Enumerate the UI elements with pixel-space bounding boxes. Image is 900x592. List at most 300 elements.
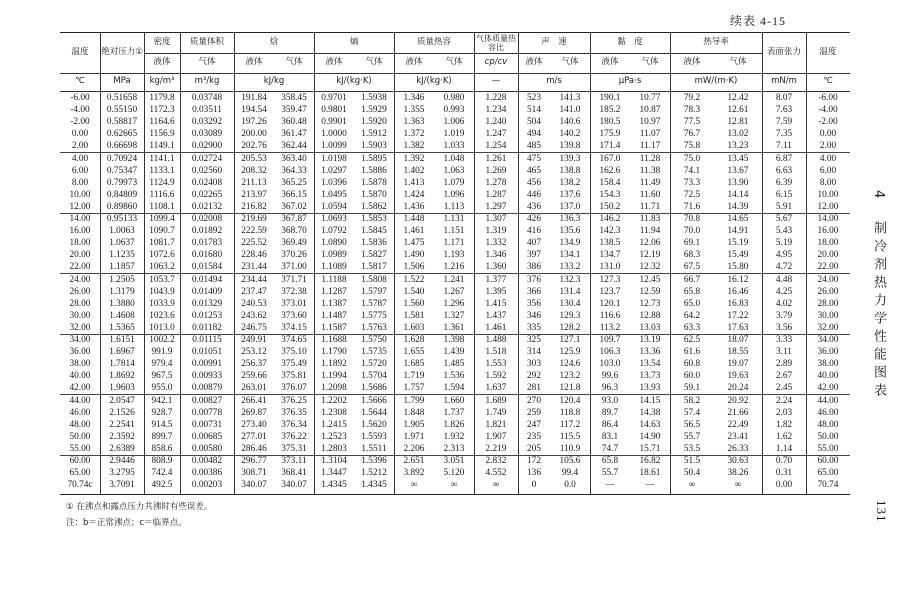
table-cell: 0.58817 xyxy=(106,117,138,128)
table-cell: 0.00731 xyxy=(191,419,223,430)
table-cell: 1.151 xyxy=(443,226,465,237)
table-cell: 296.77 xyxy=(241,456,267,466)
table-cell: 373.11 xyxy=(281,456,307,466)
table-cell: 369.49 xyxy=(281,238,307,249)
table-cell: 7.35 xyxy=(775,129,793,140)
table-cell: 14.90 xyxy=(639,431,661,442)
table-cell: 14.38 xyxy=(639,407,661,418)
table-cell: 38.26 xyxy=(727,468,749,479)
table-cell: 0.70924 xyxy=(106,153,138,164)
table-cell: 171.4 xyxy=(590,140,630,153)
table-cell: 1149.1 xyxy=(144,140,180,153)
unit-surface-tension: mN/m xyxy=(771,76,797,87)
table-row xyxy=(60,419,850,431)
unit-pressure: MPa xyxy=(113,76,131,87)
sub-conductivity-liquid: 液体 xyxy=(683,57,701,68)
table-cell: 2.3592 xyxy=(109,431,135,442)
table-cell: 1.5912 xyxy=(361,129,387,140)
table-cell: 0.79973 xyxy=(106,177,138,188)
table-cell: 18.61 xyxy=(639,468,661,479)
table-cell: 335 xyxy=(518,322,550,335)
table-cell: 19.07 xyxy=(727,359,749,370)
table-cell: 106.3 xyxy=(599,347,621,358)
table-cell: 1.490 xyxy=(403,250,425,261)
table-cell: 0.00827 xyxy=(191,395,223,406)
table-cell: 0.9901 xyxy=(321,117,347,128)
table-cell: 26.00 xyxy=(817,286,839,297)
table-cell: 14.65 xyxy=(727,214,749,224)
table-cell: 253.12 xyxy=(241,347,267,358)
table-cell: 359.47 xyxy=(281,105,307,116)
table-cell: 340.07 xyxy=(241,480,267,491)
table-cell: 270 xyxy=(527,395,541,406)
table-cell: 110.9 xyxy=(550,443,590,456)
table-cell: 0.70 xyxy=(775,456,793,466)
table-cell: 65.8 xyxy=(683,286,701,297)
table-cell: 14.39 xyxy=(714,201,762,214)
table-cell: 20.92 xyxy=(727,395,749,406)
table-cell: 376.35 xyxy=(281,407,307,418)
table-cell: 303 xyxy=(527,359,541,370)
table-row xyxy=(60,467,850,479)
table-cell: 118.8 xyxy=(559,407,581,418)
table-cell: 281 xyxy=(518,382,550,395)
table-cell: 1063.2 xyxy=(144,261,180,274)
table-cell: 50.4 xyxy=(683,468,701,479)
table-cell: 967.5 xyxy=(151,371,173,382)
table-cell: 136.3 xyxy=(559,214,581,224)
table-cell: 1.5870 xyxy=(361,189,387,200)
unit-conductivity: mW/(m·K) xyxy=(694,76,738,87)
table-row xyxy=(60,261,850,273)
table-cell: 0.03511 xyxy=(192,105,222,116)
table-cell: 0.95133 xyxy=(106,214,138,224)
table-cell: 1.5878 xyxy=(361,177,387,188)
table-cell: 51.5 xyxy=(683,456,701,466)
table-cell: 0.01051 xyxy=(191,347,223,358)
side-chapter-title: 4 制冷剂热力学性能图表 xyxy=(871,190,886,402)
table-cell: 70.0 xyxy=(683,226,701,237)
table-cell: 132.3 xyxy=(559,274,581,285)
table-cell: 367.87 xyxy=(281,214,307,224)
table-row xyxy=(60,310,850,322)
header-cp-ratio: 气体质量热容比 xyxy=(476,33,516,52)
table-cell: 138.8 xyxy=(559,165,581,176)
table-cell: 1.0792 xyxy=(321,226,347,237)
table-cell: 67.5 xyxy=(670,261,714,274)
table-cell: 1053.7 xyxy=(149,274,175,285)
table-cell: 56.5 xyxy=(683,419,701,430)
table-cell: 1.019 xyxy=(443,129,465,140)
table-cell: 11.60 xyxy=(639,189,661,200)
table-cell: 34.00 xyxy=(817,335,839,345)
table-cell: 363.40 xyxy=(281,153,307,164)
table-cell: 1.2505 xyxy=(109,274,135,285)
table-cell: 65.00 xyxy=(69,468,91,479)
table-cell: 1.1892 xyxy=(321,359,347,370)
table-cell: 2.00 xyxy=(806,140,850,153)
table-cell: 55.00 xyxy=(60,443,100,456)
table-cell: 73.3 xyxy=(683,177,701,188)
table-cell: 23.41 xyxy=(727,431,749,442)
table-cell: 2.219 xyxy=(474,443,518,456)
table-cell: 2.45 xyxy=(762,382,806,395)
table-cell: 485 xyxy=(518,140,550,153)
table-cell: 0.31 xyxy=(775,468,793,479)
table-cell: 1.5886 xyxy=(361,165,387,176)
table-cell: 1.9603 xyxy=(100,382,144,395)
table-cell: 141.3 xyxy=(559,93,581,103)
table-cell: 1090.7 xyxy=(149,226,175,237)
table-cell: 1179.8 xyxy=(149,93,175,103)
table-cell: 375.31 xyxy=(274,443,314,456)
unit-viscosity: μPa·s xyxy=(618,76,642,87)
table-cell: 1.1857 xyxy=(100,261,144,274)
table-cell: 0.89860 xyxy=(100,201,144,214)
table-cell: 1.437 xyxy=(485,310,507,321)
table-cell: 1.382 xyxy=(394,140,434,153)
table-cell: 216.82 xyxy=(234,201,274,214)
table-cell: 1.2415 xyxy=(321,419,347,430)
table-cell: 256.37 xyxy=(241,359,267,370)
table-row xyxy=(60,479,850,491)
table-cell: 1.821 xyxy=(485,419,507,430)
table-row xyxy=(60,298,850,310)
table-cell: 0.01329 xyxy=(191,298,223,309)
table-cell: 14.00 xyxy=(817,214,839,224)
table-cell: 1.113 xyxy=(434,201,474,214)
footnote-2: 注：b＝正常沸点；c＝临界点。 xyxy=(66,518,187,528)
sub-viscosity-liquid: 液体 xyxy=(601,57,619,68)
table-cell: 0.55150 xyxy=(106,105,138,116)
table-cell: 340.07 xyxy=(281,480,307,491)
table-cell: 375.49 xyxy=(281,359,307,370)
table-cell: 1.377 xyxy=(485,274,507,285)
table-cell: 1.346 xyxy=(403,93,425,103)
table-cell: 371.71 xyxy=(281,274,307,285)
table-cell: 3.33 xyxy=(775,335,793,345)
table-cell: 991.9 xyxy=(151,347,173,358)
table-cell: 0.02724 xyxy=(191,153,223,164)
table-cell: 1.254 xyxy=(474,140,518,153)
table-cell: 0.75347 xyxy=(106,165,138,176)
table-cell: 70.8 xyxy=(683,214,701,224)
table-cell: 273.40 xyxy=(241,419,267,430)
table-cell: 6.63 xyxy=(775,165,793,176)
table-cell: 407 xyxy=(527,238,541,249)
table-cell: 1.332 xyxy=(485,238,507,249)
table-cell: 202.76 xyxy=(234,140,274,153)
table-cell: 1.0063 xyxy=(109,226,135,237)
table-cell: 6.00 xyxy=(71,165,89,176)
table-cell: 1.907 xyxy=(485,431,507,442)
table-cell: 59.1 xyxy=(670,382,714,395)
table-cell: 55.7 xyxy=(601,468,619,479)
table-cell: 65.00 xyxy=(817,468,839,479)
table-cell: 3.051 xyxy=(443,456,465,466)
table-cell: 109.7 xyxy=(599,335,621,345)
table-cell: 3.892 xyxy=(403,468,425,479)
table-cell: 24.00 xyxy=(817,274,839,285)
table-cell: 16.82 xyxy=(639,456,661,466)
table-cell: 60.00 xyxy=(817,456,839,466)
table-cell: 12.81 xyxy=(727,117,749,128)
table-cell: 1.719 xyxy=(403,371,425,382)
table-cell: 136 xyxy=(527,468,541,479)
table-cell: 18.55 xyxy=(727,347,749,358)
table-cell: 140.6 xyxy=(559,117,581,128)
table-row xyxy=(60,382,850,394)
table-cell: 1.5808 xyxy=(361,274,387,285)
table-cell: 1.415 xyxy=(485,298,507,309)
table-cell: 237.47 xyxy=(241,286,267,297)
table-cell: 38.00 xyxy=(69,359,91,370)
table-cell: 154.3 xyxy=(599,189,621,200)
table-cell: 3.2795 xyxy=(109,468,135,479)
table-cell: 2.03 xyxy=(775,407,793,418)
table-cell: 175.9 xyxy=(599,129,621,140)
table-cell: 13.67 xyxy=(727,165,749,176)
table-cell: 1.5817 xyxy=(354,261,394,274)
table-cell: 1081.7 xyxy=(149,238,175,249)
sub-viscosity-gas: 气体 xyxy=(641,57,659,68)
table-cell: 1099.4 xyxy=(149,214,175,224)
table-row xyxy=(60,189,850,201)
table-cell: 1.079 xyxy=(443,177,465,188)
table-cell: 504 xyxy=(527,117,541,128)
table-cell: 13.19 xyxy=(639,335,661,345)
table-cell: 20.00 xyxy=(69,250,91,261)
table-cell: 259 xyxy=(527,407,541,418)
table-cell: 21.66 xyxy=(727,407,749,418)
table-cell: 2.24 xyxy=(775,395,793,406)
table-cell: 2.2541 xyxy=(109,419,135,430)
table-row xyxy=(60,92,850,104)
table-cell: 2.9446 xyxy=(109,456,135,466)
table-cell: 120.1 xyxy=(599,298,621,309)
table-cell: 20.24 xyxy=(714,382,762,395)
table-cell: 1.372 xyxy=(403,129,425,140)
property-table xyxy=(60,32,850,495)
table-cell: 15.19 xyxy=(727,238,749,249)
table-cell: 11.28 xyxy=(639,153,661,164)
table-cell: 13.73 xyxy=(639,371,661,382)
table-cell: 1164.6 xyxy=(149,117,175,128)
table-cell: 1.4345 xyxy=(321,480,347,491)
table-row xyxy=(60,237,850,249)
table-cell: 46.00 xyxy=(69,407,91,418)
table-cell: 1.241 xyxy=(443,274,465,285)
table-cell: 365.25 xyxy=(281,177,307,188)
header-viscosity: 黏 度 xyxy=(617,37,643,48)
table-cell: 99.6 xyxy=(601,371,619,382)
header-density: 密度 xyxy=(153,37,171,48)
table-cell: 194.54 xyxy=(241,105,267,116)
table-cell: 4.552 xyxy=(485,468,507,479)
table-cell: 1.0594 xyxy=(314,201,354,214)
table-cell: 162.6 xyxy=(599,165,621,176)
table-cell: 376.25 xyxy=(281,395,307,406)
table-cell: 55.00 xyxy=(806,443,850,456)
table-cell: -4.00 xyxy=(818,105,838,116)
table-cell: 69.1 xyxy=(683,238,701,249)
table-row xyxy=(60,128,850,140)
table-cell: 1.5797 xyxy=(361,286,387,297)
table-cell: 127.1 xyxy=(559,335,581,345)
table-cell: 7.59 xyxy=(775,117,793,128)
table-cell: 1.5845 xyxy=(361,226,387,237)
table-cell: 1156.9 xyxy=(149,129,175,140)
table-cell: 1.240 xyxy=(485,117,507,128)
table-cell: 40.00 xyxy=(817,371,839,382)
table-cell: 416 xyxy=(527,226,541,237)
table-cell: 1.5862 xyxy=(354,201,394,214)
table-cell: 4.95 xyxy=(775,250,793,261)
table-cell: 1.485 xyxy=(443,359,465,370)
table-cell: 1141.1 xyxy=(149,153,175,164)
table-cell: 1.296 xyxy=(443,298,465,309)
table-cell: 0.01409 xyxy=(191,286,223,297)
table-cell: 130.4 xyxy=(559,298,581,309)
table-cell: 1.0989 xyxy=(321,250,347,261)
table-cell: 371.00 xyxy=(274,261,314,274)
table-cell: 205.53 xyxy=(241,153,267,164)
table-cell: 1.749 xyxy=(485,407,507,418)
table-cell: 127.3 xyxy=(599,274,621,285)
sub-enthalpy-gas: 气体 xyxy=(285,57,303,68)
table-cell: 60.8 xyxy=(683,359,701,370)
table-cell: 1.228 xyxy=(485,93,507,103)
table-cell: 1.1790 xyxy=(321,347,347,358)
table-cell: -4.00 xyxy=(70,105,90,116)
table-cell: 1.171 xyxy=(443,238,465,249)
sub-spec-volume-gas: 气体 xyxy=(198,57,216,68)
table-cell: 10.00 xyxy=(69,189,91,200)
table-row xyxy=(60,249,850,261)
table-cell: 1.2202 xyxy=(321,395,347,406)
table-body xyxy=(60,92,850,494)
table-row xyxy=(60,140,850,152)
table-cell: 205 xyxy=(518,443,550,456)
table-cell: 235 xyxy=(527,431,541,442)
table-cell: 0.01253 xyxy=(191,310,223,321)
table-cell: 1.1487 xyxy=(321,310,347,321)
table-cell: 1.592 xyxy=(485,371,507,382)
table-cell: -2.00 xyxy=(70,117,90,128)
table-cell: 6.15 xyxy=(775,189,793,200)
table-cell: 1.603 xyxy=(394,322,434,335)
table-cell: 1.436 xyxy=(394,201,434,214)
table-cell: 5.67 xyxy=(775,214,793,224)
table-cell: 211.13 xyxy=(241,177,267,188)
table-cell: 286.46 xyxy=(234,443,274,456)
table-cell: 44.00 xyxy=(817,395,839,406)
table-cell: 374.15 xyxy=(274,322,314,335)
table-cell: 1.006 xyxy=(443,117,465,128)
table-cell: 2.206 xyxy=(394,443,434,456)
table-cell: 117.2 xyxy=(559,419,581,430)
table-cell: 53.5 xyxy=(670,443,714,456)
table-cell: 1108.1 xyxy=(144,201,180,214)
table-cell: 142.3 xyxy=(599,226,621,237)
table-cell: 1.932 xyxy=(443,431,465,442)
table-cell: 0.00879 xyxy=(180,382,234,395)
table-cell: 0 xyxy=(531,480,537,491)
sub-cpcv: cp/cv xyxy=(484,57,508,68)
table-cell: 1.3447 xyxy=(321,468,347,479)
table-cell: 219.69 xyxy=(241,214,267,224)
sub-density-liquid: 液体 xyxy=(153,57,171,68)
sub-sound-gas: 气体 xyxy=(561,57,579,68)
table-cell: 22.00 xyxy=(60,261,100,274)
table-cell: 7.11 xyxy=(762,140,806,153)
table-cell: 1.2803 xyxy=(314,443,354,456)
table-cell: 376.07 xyxy=(274,382,314,395)
table-cell: 1.0198 xyxy=(321,153,347,164)
table-cell: 376.34 xyxy=(281,419,307,430)
table-cell: 131.4 xyxy=(559,286,581,297)
table-cell: 125.9 xyxy=(559,347,581,358)
header-pressure: 绝对压力① xyxy=(101,47,143,58)
table-cell: 105.6 xyxy=(559,456,581,466)
table-cell: 1.346 xyxy=(485,250,507,261)
table-cell: 314 xyxy=(527,347,541,358)
table-cell: 446 xyxy=(527,189,541,200)
table-cell: 74.7 xyxy=(590,443,630,456)
table-cell: 34.00 xyxy=(69,335,91,345)
table-cell: 12.73 xyxy=(639,298,661,309)
table-cell: 1013.0 xyxy=(144,322,180,335)
table-cell: 247 xyxy=(527,419,541,430)
table-cell: 138.5 xyxy=(599,238,621,249)
table-cell: 1.62 xyxy=(775,431,793,442)
table-cell: 4.72 xyxy=(762,261,806,274)
table-cell: 1.461 xyxy=(474,322,518,335)
table-cell: 325 xyxy=(527,335,541,345)
table-cell: 78.3 xyxy=(683,105,701,116)
table-cell: 139.8 xyxy=(550,140,590,153)
table-cell: 0.00991 xyxy=(191,359,223,370)
table-cell: 208.32 xyxy=(241,165,267,176)
table-cell: 1.5920 xyxy=(361,117,387,128)
table-cell: 1.1287 xyxy=(321,286,347,297)
table-cell: 1.628 xyxy=(403,335,425,345)
table-cell: 50.00 xyxy=(69,431,91,442)
table-cell: 356 xyxy=(527,298,541,309)
table-cell: — xyxy=(605,480,615,491)
table-cell: 1.553 xyxy=(485,359,507,370)
table-cell: 0.84809 xyxy=(106,189,138,200)
table-cell: 167.0 xyxy=(599,153,621,164)
table-cell: 2.67 xyxy=(775,371,793,382)
table-cell: 2.00 xyxy=(60,140,100,153)
table-cell: 4.00 xyxy=(71,153,89,164)
table-cell: 12.45 xyxy=(639,274,661,285)
table-cell: 2.832 xyxy=(485,456,507,466)
table-cell: 65.8 xyxy=(601,456,619,466)
table-cell: 0.02408 xyxy=(191,177,223,188)
table-row xyxy=(60,274,850,286)
table-cell: 1.361 xyxy=(434,322,474,335)
unit-entropy: kJ/(kg·K) xyxy=(336,76,372,87)
table-cell: 55.7 xyxy=(683,431,701,442)
table-cell: 137.6 xyxy=(559,189,581,200)
table-cell: 64.2 xyxy=(683,310,701,321)
table-cell: ∞ xyxy=(492,480,500,491)
table-cell: 1.7814 xyxy=(109,359,135,370)
table-cell: 899.7 xyxy=(151,431,173,442)
table-cell: 1.287 xyxy=(485,189,507,200)
